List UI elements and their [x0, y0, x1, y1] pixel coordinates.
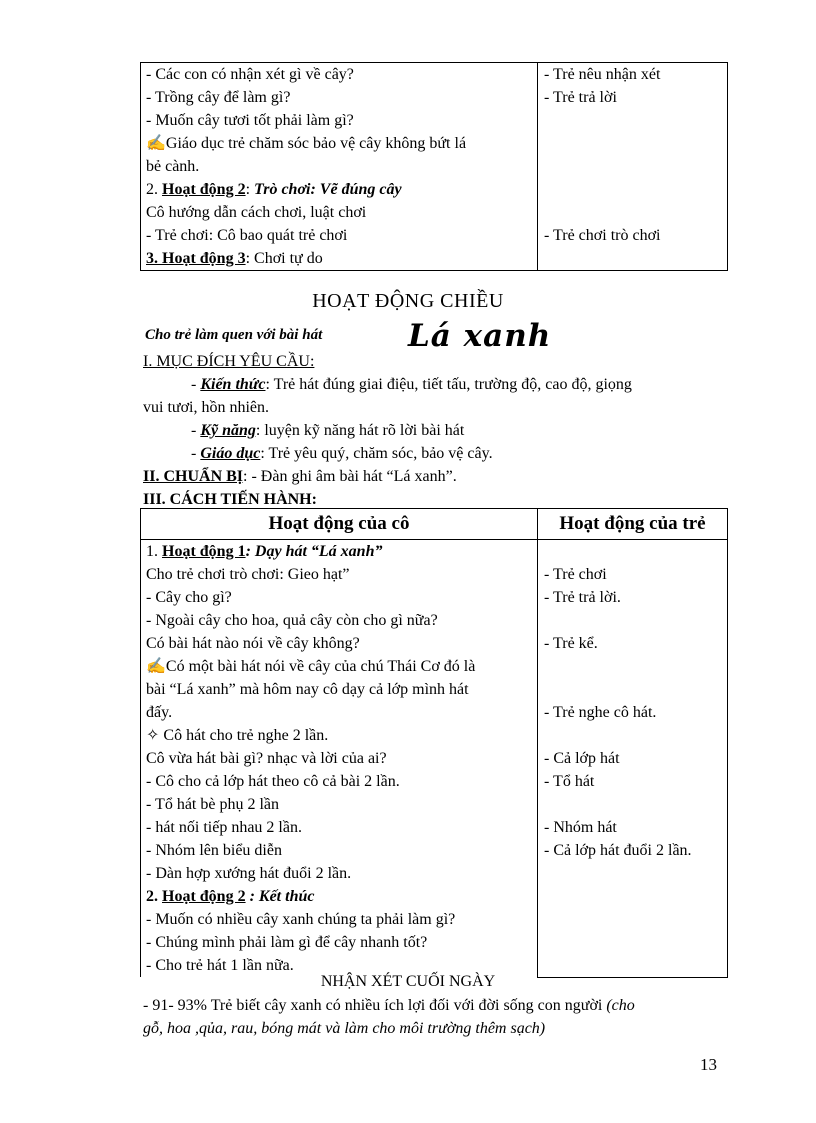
text-line: Cho trẻ chơi trò chơi: Gieo hạt”: [146, 566, 350, 583]
text: : Trẻ hát đúng giai điệu, tiết tấu, trường độ, cao độ, giọng: [265, 376, 632, 393]
text-line: - Ngoài cây cho hoa, quả cây còn cho gì nữa?: [146, 612, 438, 629]
skill-line: - Kỹ năng: luyện kỹ năng hát rõ lời bài hát: [191, 422, 465, 439]
summary-line-italic: gỗ, hoa ,qủa, rau, bóng mát và làm cho môi trường thêm sạch): [143, 1020, 546, 1037]
text-line: - Trẻ trả lời: [544, 89, 617, 106]
text-line: - Trẻ kể.: [544, 635, 598, 652]
child-column: [538, 540, 728, 978]
summary-line: [143, 994, 743, 1017]
text-line: - Tổ hát bè phụ 2 lần: [146, 796, 280, 813]
text-line: - Cô cho cả lớp hát theo cô cả bài 2 lần.: [146, 773, 400, 790]
text-line: - Cho trẻ hát 1 lần nữa.: [146, 957, 294, 974]
label: Kỹ năng: [200, 422, 256, 439]
activity-3-heading: [146, 247, 537, 270]
text-line: vui tươi, hồn nhiên.: [143, 399, 270, 416]
text: : luyện kỹ năng hát rõ lời bài hát: [255, 422, 465, 439]
objectives: [143, 373, 733, 511]
objectives-heading: [143, 350, 314, 373]
text-line: - Muốn cây tươi tốt phải làm gì?: [146, 112, 354, 129]
spacer: [544, 155, 727, 178]
activity-title: : Chơi tự do: [245, 250, 323, 267]
label: Giáo dục: [200, 445, 261, 462]
text-line: - Cả lớp hát: [544, 750, 620, 767]
education-line: - Giáo dục: Trẻ yêu quý, chăm sóc, bảo vệ cây.: [191, 445, 493, 462]
text-line: - Cả lớp hát đuổi 2 lần.: [544, 842, 692, 859]
text-line: Cô hướng dẫn cách chơi, luật chơi: [146, 204, 367, 221]
spacer: [544, 178, 727, 201]
activity-label: 3. Hoạt động 3: [146, 250, 246, 267]
spacer: [544, 540, 727, 563]
spacer: [544, 724, 727, 747]
spacer: [544, 132, 727, 155]
knowledge-line: - Kiến thức: Trẻ hát đúng giai điệu, tiết tấu, trường độ, cao độ, giọng: [191, 376, 632, 393]
spacer: [544, 109, 727, 132]
text-line: ✍Giáo dục trẻ chăm sóc bảo vệ cây không bứt lá: [146, 135, 467, 152]
spacer: [544, 655, 727, 678]
label: II. CHUẨN BỊ: [143, 468, 244, 485]
text: : Trẻ yêu quý, chăm sóc, bảo vệ cây.: [260, 445, 493, 462]
text-line: - Dàn hợp xướng hát đuổi 2 lần.: [146, 865, 352, 882]
activity-title: Trò chơi: Vẽ đúng cây: [254, 181, 402, 198]
text-line: đấy.: [146, 704, 173, 721]
activity-title: : Dạy hát “Lá xanh”: [245, 543, 383, 560]
song-title: Lá xanh: [408, 318, 552, 354]
spacer: [544, 793, 727, 816]
spacer: [544, 201, 727, 224]
activity-2-heading: [146, 885, 537, 908]
summary-text: [143, 994, 743, 1040]
text-line: - hát nối tiếp nhau 2 lần.: [146, 819, 302, 836]
text-line: - Nhóm hát: [544, 819, 617, 836]
activity-label: Hoạt động 2: [162, 181, 246, 198]
summary-heading: NHẬN XÉT CUỐI NGÀY: [320, 973, 496, 990]
procedure-heading: III. CÁCH TIẾN HÀNH:: [143, 491, 317, 508]
section-heading: HOẠT ĐỘNG CHIỀU: [312, 290, 504, 312]
spacer: [544, 247, 727, 270]
text-line: bài “Lá xanh” mà hôm nay cô dạy cả lớp mình hát: [146, 681, 469, 698]
text-line: - Cây cho gì?: [146, 589, 232, 606]
teacher-column: [141, 540, 538, 978]
text-line: - Chúng mình phải làm gì để cây nhanh tốt?: [146, 934, 428, 951]
num: 2.: [146, 181, 162, 198]
text-line: ✧ Cô hát cho trẻ nghe 2 lần.: [146, 727, 329, 744]
text-line: - Nhóm lên biểu diễn: [146, 842, 282, 859]
text: : - Đàn ghi âm bài hát “Lá xanh”.: [243, 468, 457, 485]
activity-table-main: [140, 508, 728, 978]
text-line: - Trẻ chơi: [544, 566, 607, 583]
song-intro: Cho trẻ làm quen với bài hát: [145, 327, 323, 343]
heading-text: I. MỤC ĐÍCH YÊU CẦU:: [143, 353, 315, 370]
text-line: - Trẻ nêu nhận xét: [544, 66, 661, 83]
text-line: - Tổ hát: [544, 773, 595, 790]
activity-title: : Kết thúc: [245, 888, 315, 905]
activity-label: Hoạt động 1: [162, 543, 246, 560]
child-column: [538, 63, 728, 271]
text-line: - Muốn có nhiều cây xanh chúng ta phải làm gì?: [146, 911, 456, 928]
sep: :: [245, 181, 255, 198]
spacer: [544, 678, 727, 701]
text-line: - Trẻ chơi: Cô bao quát trẻ chơi: [146, 227, 348, 244]
text-line: - Các con có nhận xét gì về cây?: [146, 66, 354, 83]
teacher-column: [141, 63, 538, 271]
label: Kiến thức: [200, 376, 266, 393]
page-number: 13: [700, 1055, 717, 1074]
activity-label: Hoạt động 2: [162, 888, 246, 905]
spacer: [544, 609, 727, 632]
activity-2-heading: [146, 178, 537, 201]
num: 1.: [146, 543, 162, 560]
header-teacher: Hoạt động của cô: [141, 509, 538, 540]
text-line: - Trồng cây để làm gì?: [146, 89, 291, 106]
activity-1-heading: [146, 540, 537, 563]
text-line: ✍Có một bài hát nói về cây của chú Thái Cơ đó là: [146, 658, 476, 675]
text-line: Có bài hát nào nói về cây không?: [146, 635, 360, 652]
text-italic: (cho: [606, 997, 635, 1014]
text-line: bẻ cành.: [146, 158, 200, 175]
text: - 91- 93% Trẻ biết cây xanh có nhiều ích lợi đối với đời sống con người: [143, 997, 607, 1014]
text-line: - Trẻ trả lời.: [544, 589, 621, 606]
text-line: - Trẻ nghe cô hát.: [544, 704, 657, 721]
text-line: - Trẻ chơi trò chơi: [544, 227, 661, 244]
text-line: Cô vừa hát bài gì? nhạc và lời của ai?: [146, 750, 387, 767]
num: 2.: [146, 888, 162, 905]
preparation-line: [143, 465, 733, 488]
header-child: Hoạt động của trẻ: [538, 509, 728, 540]
activity-table-top: [140, 62, 728, 271]
